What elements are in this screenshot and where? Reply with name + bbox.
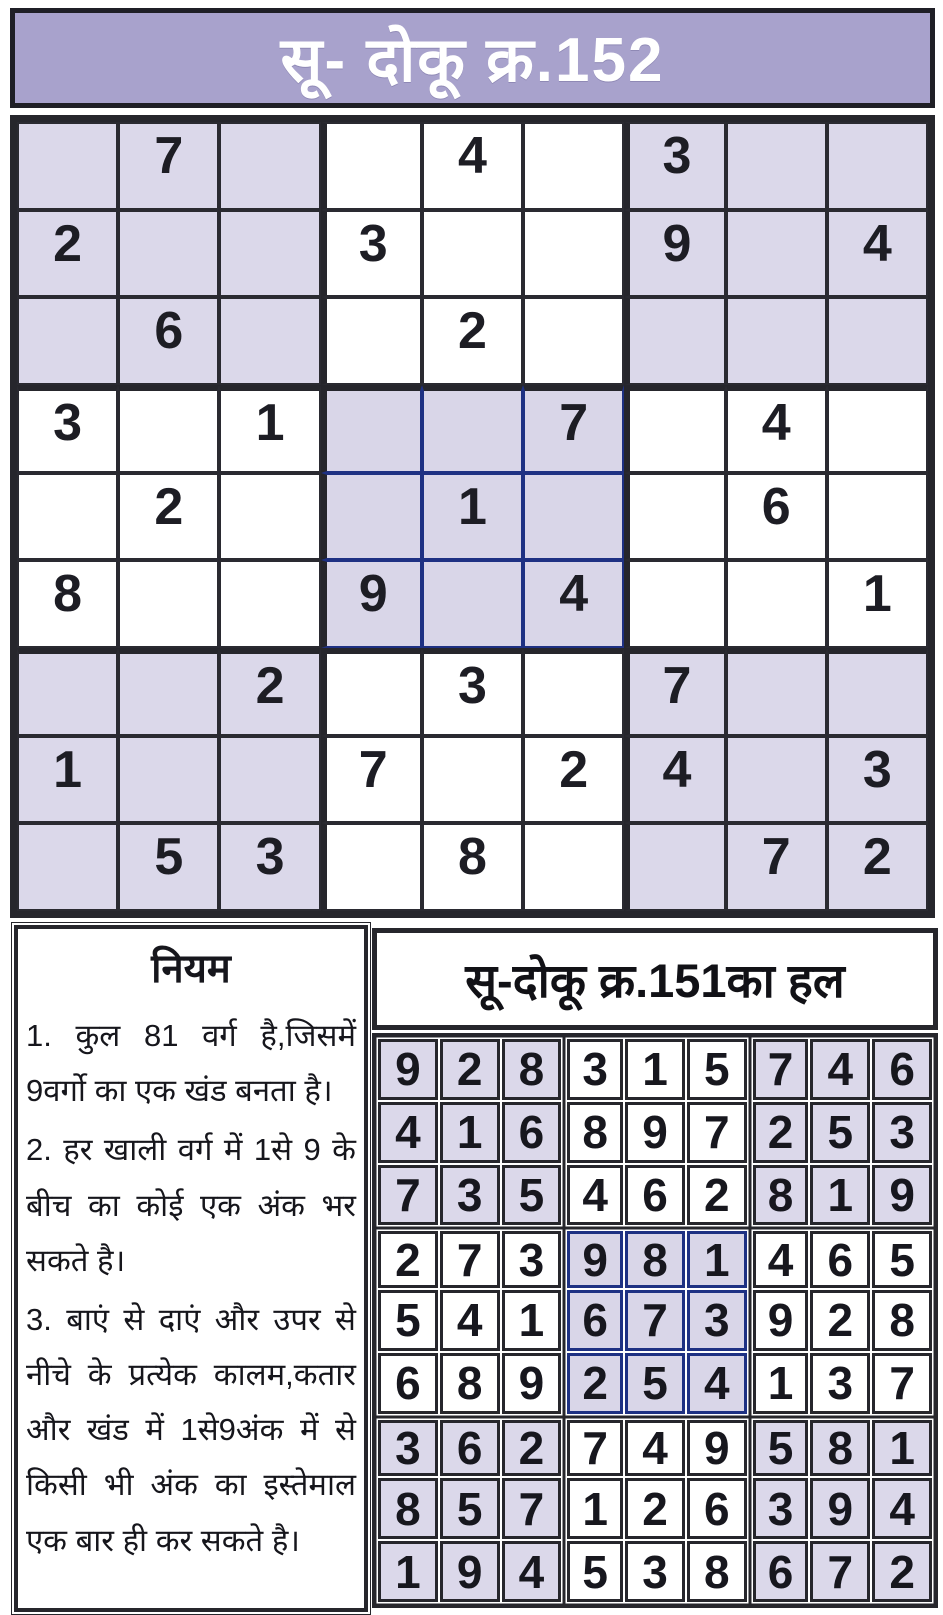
sudoku-cell-r1c1[interactable] bbox=[17, 122, 118, 210]
sudoku-cell-r7c8[interactable] bbox=[726, 648, 827, 736]
sudoku-cell-r6c6: 4 bbox=[687, 1353, 747, 1414]
sudoku-cell-r5c2: 4 bbox=[440, 1290, 500, 1351]
sudoku-cell-r1c8[interactable] bbox=[726, 122, 827, 210]
sudoku-cell-r7c9[interactable] bbox=[827, 648, 928, 736]
sudoku-cell-r6c1: 6 bbox=[378, 1353, 438, 1414]
sudoku-cell-r4c3[interactable]: 1 bbox=[219, 385, 320, 473]
sudoku-cell-r1c9: 6 bbox=[872, 1039, 932, 1100]
rule-item-2: 2. हर खाली वर्ग में 1से 9 के बीच का कोई एक अंक भर सकते है। bbox=[26, 1132, 356, 1278]
sudoku-cell-r8c4: 1 bbox=[567, 1478, 623, 1539]
sudoku-cell-r4c9: 5 bbox=[872, 1231, 932, 1288]
sudoku-cell-r9c7: 6 bbox=[753, 1541, 809, 1602]
sudoku-cell-r5c3: 1 bbox=[502, 1290, 562, 1351]
sudoku-cell-r4c8[interactable]: 4 bbox=[726, 385, 827, 473]
sudoku-cell-r9c1: 1 bbox=[378, 1541, 438, 1602]
sudoku-cell-r9c9: 2 bbox=[872, 1541, 932, 1602]
sudoku-cell-r1c4: 3 bbox=[567, 1039, 623, 1100]
sudoku-cell-r8c2[interactable] bbox=[118, 736, 219, 824]
sudoku-cell-r7c3[interactable]: 2 bbox=[219, 648, 320, 736]
sudoku-cell-r2c4: 8 bbox=[567, 1102, 623, 1163]
sudoku-cell-r9c8[interactable]: 7 bbox=[726, 823, 827, 911]
sudoku-cell-r1c8: 4 bbox=[810, 1039, 870, 1100]
sudoku-cell-r8c2: 5 bbox=[440, 1478, 500, 1539]
sudoku-cell-r9c8: 7 bbox=[810, 1541, 870, 1602]
sudoku-cell-r9c5[interactable]: 8 bbox=[422, 823, 523, 911]
sudoku-cell-r9c7[interactable] bbox=[624, 823, 725, 911]
sudoku-cell-r5c7: 9 bbox=[753, 1290, 809, 1351]
sudoku-cell-r5c6: 3 bbox=[687, 1290, 747, 1351]
sudoku-solution-grid bbox=[372, 1033, 938, 1608]
sudoku-cell-r7c8: 8 bbox=[810, 1420, 870, 1477]
sudoku-cell-r3c5[interactable]: 2 bbox=[422, 297, 523, 385]
sudoku-cell-r7c7[interactable]: 7 bbox=[624, 648, 725, 736]
sudoku-cell-r3c8: 1 bbox=[810, 1165, 870, 1226]
sudoku-cell-r8c9: 4 bbox=[872, 1478, 932, 1539]
sudoku-cell-r1c2[interactable]: 7 bbox=[118, 122, 219, 210]
sudoku-cell-r6c8[interactable] bbox=[726, 560, 827, 648]
sudoku-cell-r5c9[interactable] bbox=[827, 473, 928, 561]
sudoku-cell-r8c7: 3 bbox=[753, 1478, 809, 1539]
sudoku-cell-r6c9: 7 bbox=[872, 1353, 932, 1414]
sudoku-cell-r5c2[interactable]: 2 bbox=[118, 473, 219, 561]
sudoku-cell-r5c1: 5 bbox=[378, 1290, 438, 1351]
sudoku-cell-r3c3[interactable] bbox=[219, 297, 320, 385]
sudoku-cell-r1c6: 5 bbox=[687, 1039, 747, 1100]
sudoku-cell-r3c4: 4 bbox=[567, 1165, 623, 1226]
sudoku-cell-r8c6: 6 bbox=[687, 1478, 747, 1539]
sudoku-cell-r4c5: 8 bbox=[625, 1231, 685, 1288]
sudoku-cell-r3c7: 8 bbox=[753, 1165, 809, 1226]
sudoku-cell-r5c5: 7 bbox=[625, 1290, 685, 1351]
sudoku-cell-r2c7[interactable]: 9 bbox=[624, 210, 725, 298]
sudoku-cell-r5c7[interactable] bbox=[624, 473, 725, 561]
sudoku-cell-r7c9: 1 bbox=[872, 1420, 932, 1477]
sudoku-cell-r3c5: 6 bbox=[625, 1165, 685, 1226]
sudoku-cell-r6c5[interactable] bbox=[422, 560, 523, 648]
sudoku-cell-r4c2[interactable] bbox=[118, 385, 219, 473]
sudoku-cell-r3c1: 7 bbox=[378, 1165, 438, 1226]
sudoku-cell-r4c9[interactable] bbox=[827, 385, 928, 473]
sudoku-cell-r6c4: 2 bbox=[567, 1353, 623, 1414]
sudoku-cell-r3c6: 2 bbox=[687, 1165, 747, 1226]
sudoku-cell-r1c5[interactable]: 4 bbox=[422, 122, 523, 210]
sudoku-cell-r9c4: 5 bbox=[567, 1541, 623, 1602]
sudoku-cell-r5c5[interactable]: 1 bbox=[422, 473, 523, 561]
sudoku-cell-r3c9[interactable] bbox=[827, 297, 928, 385]
sudoku-cell-r8c8: 9 bbox=[810, 1478, 870, 1539]
sudoku-cell-r2c4[interactable]: 3 bbox=[321, 210, 422, 298]
sudoku-cell-r6c5: 5 bbox=[625, 1353, 685, 1414]
rule-item-1: 1. कुल 81 वर्ग है,जिसमें 9वर्गो का एक खंड बनता है। bbox=[26, 1018, 356, 1109]
sudoku-cell-r4c6: 1 bbox=[687, 1231, 747, 1288]
sudoku-cell-r7c4[interactable] bbox=[321, 648, 422, 736]
sudoku-cell-r7c6: 9 bbox=[687, 1420, 747, 1477]
sudoku-cell-r5c3[interactable] bbox=[219, 473, 320, 561]
sudoku-cell-r9c9[interactable]: 2 bbox=[827, 823, 928, 911]
puzzle-title: सू- दोकू क्र.152 bbox=[280, 26, 665, 95]
sudoku-cell-r2c7: 2 bbox=[753, 1102, 809, 1163]
sudoku-cell-r4c5[interactable] bbox=[422, 385, 523, 473]
rule-item-3: 3. बाएं से दाएं और उपर से नीचे के प्रत्येक कालम,कतार और खंड में 1से9अंक में से किसी भी अंक का इस्तेमाल एक बार ही कर सकते है। bbox=[26, 1301, 356, 1558]
sudoku-cell-r7c6[interactable] bbox=[523, 648, 624, 736]
sudoku-cell-r2c8[interactable] bbox=[726, 210, 827, 298]
sudoku-cell-r2c9: 3 bbox=[872, 1102, 932, 1163]
sudoku-cell-r6c7[interactable] bbox=[624, 560, 725, 648]
sudoku-cell-r5c8[interactable]: 6 bbox=[726, 473, 827, 561]
sudoku-cell-r2c6[interactable] bbox=[523, 210, 624, 298]
sudoku-cell-r8c4[interactable]: 7 bbox=[321, 736, 422, 824]
sudoku-cell-r1c5: 1 bbox=[625, 1039, 685, 1100]
sudoku-cell-r7c2[interactable] bbox=[118, 648, 219, 736]
sudoku-cell-r9c1[interactable] bbox=[17, 823, 118, 911]
rules-panel bbox=[14, 925, 368, 1612]
sudoku-cell-r7c1[interactable] bbox=[17, 648, 118, 736]
sudoku-cell-r5c9: 8 bbox=[872, 1290, 932, 1351]
sudoku-cell-r7c5: 4 bbox=[625, 1420, 685, 1477]
sudoku-cell-r6c6[interactable]: 4 bbox=[523, 560, 624, 648]
sudoku-cell-r1c1: 9 bbox=[378, 1039, 438, 1100]
sudoku-cell-r1c9[interactable] bbox=[827, 122, 928, 210]
sudoku-cell-r4c7[interactable] bbox=[624, 385, 725, 473]
sudoku-cell-r5c6[interactable] bbox=[523, 473, 624, 561]
sudoku-cell-r2c2[interactable] bbox=[118, 210, 219, 298]
sudoku-cell-r8c6[interactable]: 2 bbox=[523, 736, 624, 824]
sudoku-cell-r9c5: 3 bbox=[625, 1541, 685, 1602]
sudoku-cell-r4c2: 7 bbox=[440, 1231, 500, 1288]
sudoku-cell-r6c3: 9 bbox=[502, 1353, 562, 1414]
sudoku-cell-r2c6: 7 bbox=[687, 1102, 747, 1163]
sudoku-cell-r8c8[interactable] bbox=[726, 736, 827, 824]
sudoku-cell-r1c7[interactable]: 3 bbox=[624, 122, 725, 210]
sudoku-cell-r2c8: 5 bbox=[810, 1102, 870, 1163]
sudoku-cell-r7c4: 7 bbox=[567, 1420, 623, 1477]
sudoku-cell-r5c1[interactable] bbox=[17, 473, 118, 561]
puzzle-title-bar bbox=[10, 8, 935, 108]
sudoku-cell-r2c1: 4 bbox=[378, 1102, 438, 1163]
sudoku-cell-r3c7[interactable] bbox=[624, 297, 725, 385]
sudoku-cell-r6c4[interactable]: 9 bbox=[321, 560, 422, 648]
sudoku-cell-r2c3: 6 bbox=[502, 1102, 562, 1163]
sudoku-cell-r6c3[interactable] bbox=[219, 560, 320, 648]
sudoku-cell-r8c3: 7 bbox=[502, 1478, 562, 1539]
sudoku-cell-r2c5: 9 bbox=[625, 1102, 685, 1163]
sudoku-cell-r3c4[interactable] bbox=[321, 297, 422, 385]
sudoku-cell-r1c3: 8 bbox=[502, 1039, 562, 1100]
sudoku-cell-r4c6[interactable]: 7 bbox=[523, 385, 624, 473]
sudoku-cell-r3c2[interactable]: 6 bbox=[118, 297, 219, 385]
sudoku-puzzle-grid bbox=[10, 115, 935, 918]
sudoku-cell-r6c1[interactable]: 8 bbox=[17, 560, 118, 648]
sudoku-cell-r6c2[interactable] bbox=[118, 560, 219, 648]
sudoku-cell-r4c8: 6 bbox=[810, 1231, 870, 1288]
sudoku-cell-r5c4: 6 bbox=[567, 1290, 623, 1351]
sudoku-cell-r6c2: 8 bbox=[440, 1353, 500, 1414]
sudoku-cell-r8c7[interactable]: 4 bbox=[624, 736, 725, 824]
sudoku-cell-r1c4[interactable] bbox=[321, 122, 422, 210]
sudoku-cell-r9c3: 4 bbox=[502, 1541, 562, 1602]
sudoku-cell-r3c9: 9 bbox=[872, 1165, 932, 1226]
sudoku-cell-r1c7: 7 bbox=[753, 1039, 809, 1100]
sudoku-cell-r5c4[interactable] bbox=[321, 473, 422, 561]
sudoku-cell-r4c4[interactable] bbox=[321, 385, 422, 473]
sudoku-cell-r7c2: 6 bbox=[440, 1420, 500, 1477]
sudoku-cell-r7c7: 5 bbox=[753, 1420, 809, 1477]
sudoku-cell-r7c5[interactable]: 3 bbox=[422, 648, 523, 736]
sudoku-cell-r1c2: 2 bbox=[440, 1039, 500, 1100]
sudoku-cell-r4c7: 4 bbox=[753, 1231, 809, 1288]
sudoku-cell-r2c1[interactable]: 2 bbox=[17, 210, 118, 298]
sudoku-cell-r3c8[interactable] bbox=[726, 297, 827, 385]
sudoku-cell-r9c6: 8 bbox=[687, 1541, 747, 1602]
sudoku-cell-r9c3[interactable]: 3 bbox=[219, 823, 320, 911]
sudoku-cell-r9c4[interactable] bbox=[321, 823, 422, 911]
sudoku-cell-r8c5: 2 bbox=[625, 1478, 685, 1539]
sudoku-cell-r2c2: 1 bbox=[440, 1102, 500, 1163]
sudoku-cell-r7c1: 3 bbox=[378, 1420, 438, 1477]
sudoku-cell-r6c8: 3 bbox=[810, 1353, 870, 1414]
sudoku-cell-r4c4: 9 bbox=[567, 1231, 623, 1288]
sudoku-cell-r2c9[interactable]: 4 bbox=[827, 210, 928, 298]
sudoku-cell-r3c2: 3 bbox=[440, 1165, 500, 1226]
solution-header bbox=[372, 928, 938, 1030]
rules-title: नियम bbox=[151, 947, 231, 991]
sudoku-cell-r8c5[interactable] bbox=[422, 736, 523, 824]
sudoku-cell-r6c9[interactable]: 1 bbox=[827, 560, 928, 648]
sudoku-cell-r3c3: 5 bbox=[502, 1165, 562, 1226]
sudoku-cell-r4c3: 3 bbox=[502, 1231, 562, 1288]
sudoku-cell-r1c3[interactable] bbox=[219, 122, 320, 210]
sudoku-cell-r7c3: 2 bbox=[502, 1420, 562, 1477]
sudoku-cell-r3c1[interactable] bbox=[17, 297, 118, 385]
sudoku-cell-r2c5[interactable] bbox=[422, 210, 523, 298]
sudoku-cell-r6c7: 1 bbox=[753, 1353, 809, 1414]
sudoku-cell-r9c2: 9 bbox=[440, 1541, 500, 1602]
sudoku-cell-r9c6[interactable] bbox=[523, 823, 624, 911]
sudoku-cell-r5c8: 2 bbox=[810, 1290, 870, 1351]
sudoku-cell-r8c9[interactable]: 3 bbox=[827, 736, 928, 824]
sudoku-cell-r4c1[interactable]: 3 bbox=[17, 385, 118, 473]
sudoku-cell-r9c2[interactable]: 5 bbox=[118, 823, 219, 911]
sudoku-cell-r8c1: 8 bbox=[378, 1478, 438, 1539]
sudoku-cell-r2c3[interactable] bbox=[219, 210, 320, 298]
solution-title: सू-दोकू क्र.151का हल bbox=[465, 954, 845, 1007]
sudoku-cell-r8c3[interactable] bbox=[219, 736, 320, 824]
sudoku-cell-r4c1: 2 bbox=[378, 1231, 438, 1288]
sudoku-cell-r3c6[interactable] bbox=[523, 297, 624, 385]
sudoku-cell-r8c1[interactable]: 1 bbox=[17, 736, 118, 824]
sudoku-cell-r1c6[interactable] bbox=[523, 122, 624, 210]
